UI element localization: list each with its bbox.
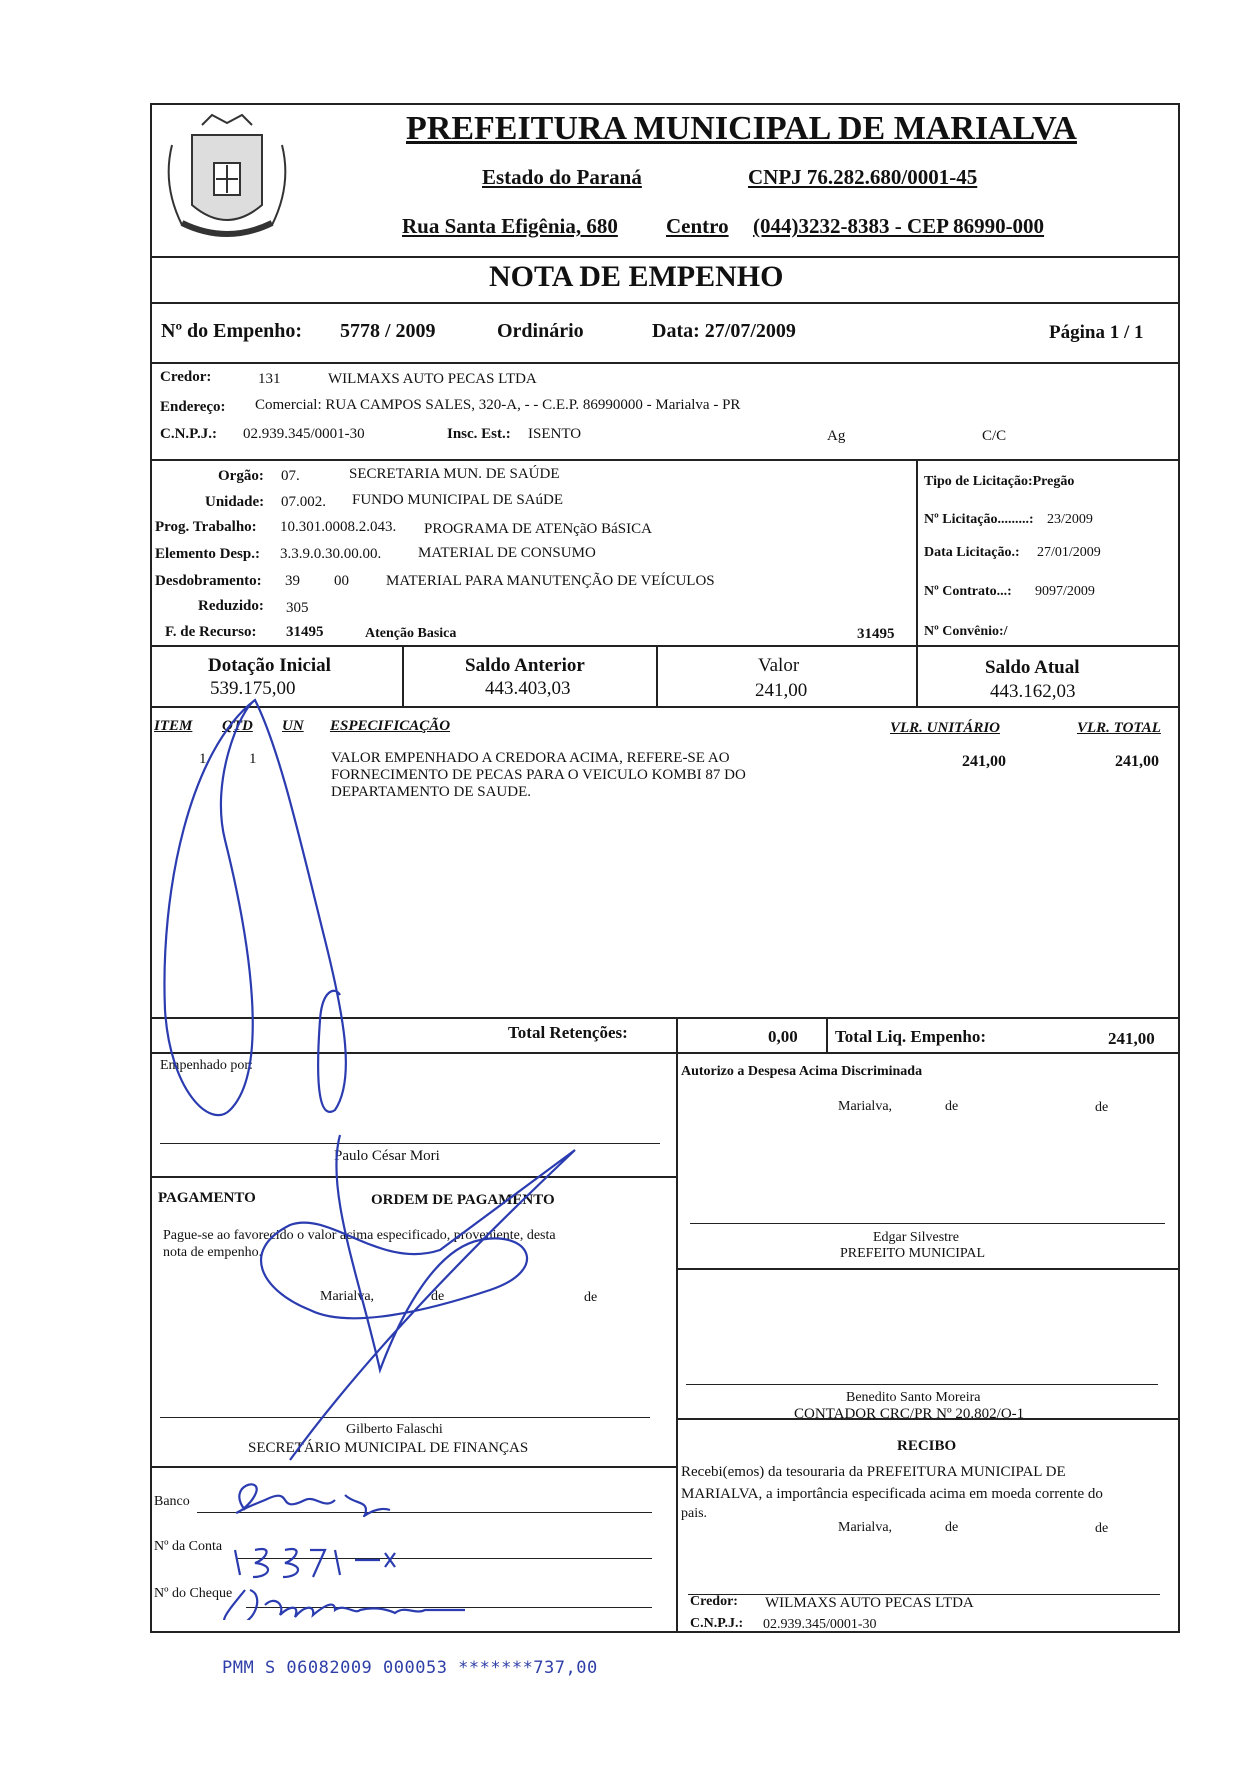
desdobramento-code-2: 00	[334, 573, 349, 589]
convenio: Nº Convênio:/	[924, 624, 1008, 639]
municipality-title: PREFEITURA MUNICIPAL DE MARIALVA	[406, 110, 1077, 147]
orgao-name: SECRETARIA MUN. DE SAÚDE	[349, 466, 560, 482]
saldo-atual: 443.162,03	[990, 681, 1076, 702]
conta-label: Nº da Conta	[154, 1539, 223, 1554]
numero-licitacao: 23/2009	[1047, 512, 1093, 527]
document-title: NOTA DE EMPENHO	[489, 260, 784, 293]
recibo-de-1: de	[945, 1520, 959, 1535]
col-un: UN	[282, 718, 304, 734]
item-unit-value: 241,00	[962, 753, 1006, 770]
insc-est-label: Insc. Est.:	[447, 426, 511, 442]
handwritten-signature	[230, 1130, 590, 1500]
recibo-credor-label: Credor:	[690, 1594, 738, 1609]
insc-est: ISENTO	[528, 426, 582, 442]
empenhado-por-name: Paulo César Mori	[334, 1148, 440, 1164]
orgao-code: 07.	[281, 468, 300, 484]
empenho-date: Data: 27/07/2009	[652, 320, 796, 342]
banco-label: Banco	[154, 1494, 190, 1509]
autorizo-place: Marialva,	[838, 1099, 893, 1114]
valor-label: Valor	[758, 655, 800, 676]
rule	[150, 302, 1180, 304]
autorizo-label: Autorizo a Despesa Acima Discriminada	[681, 1064, 923, 1079]
item-quantity: 1	[249, 751, 257, 767]
total-retencoes: 0,00	[768, 1027, 798, 1046]
recibo-label: RECIBO	[897, 1438, 957, 1454]
pagamento-text: nota de empenho.	[163, 1245, 263, 1260]
recurso-name: Atenção Basica	[365, 626, 457, 641]
rule	[826, 1017, 828, 1052]
pagamento-place: Marialva,	[320, 1289, 375, 1304]
total-retencoes-label: Total Retenções:	[508, 1023, 628, 1042]
rule	[150, 256, 1180, 258]
col-item: ITEM	[154, 718, 193, 734]
empenho-type: Ordinário	[497, 320, 584, 342]
valor: 241,00	[755, 680, 808, 701]
contrato-label: Nº Contrato...:	[924, 584, 1012, 599]
saldo-atual-label: Saldo Atual	[985, 657, 1080, 678]
ordem-pagamento-label: ORDEM DE PAGAMENTO	[371, 1192, 555, 1208]
prefeito-role: PREFEITO MUNICIPAL	[840, 1246, 986, 1261]
programa-code: 10.301.0008.2.043.	[280, 519, 397, 535]
rule	[916, 645, 918, 706]
total-liquido: 241,00	[1108, 1029, 1155, 1048]
pagamento-text: Pague-se ao favorecido o valor acima especificado, proveniente, desta	[163, 1228, 556, 1243]
item-description-line: DEPARTAMENTO DE SAUDE.	[331, 784, 531, 800]
recibo-text: MARIALVA, a importância especificada acima em moeda corrente do	[681, 1486, 1103, 1502]
recibo-text: Recebi(emos) da tesouraria da PREFEITURA MUNICIPAL DE	[681, 1464, 1066, 1480]
col-valor-unitario: VLR. UNITÁRIO	[890, 720, 1001, 736]
programa-label: Prog. Trabalho:	[155, 519, 257, 535]
municipal-coat-of-arms-icon	[152, 105, 302, 255]
page-number: Página 1 / 1	[1049, 322, 1144, 343]
credor-cnpj: 02.939.345/0001-30	[243, 426, 365, 442]
municipality-district: Centro	[666, 214, 729, 238]
contador-name: Benedito Santo Moreira	[846, 1390, 981, 1405]
endereco-label: Endereço:	[160, 399, 226, 415]
rule	[676, 1268, 1180, 1270]
recibo-credor: WILMAXS AUTO PECAS LTDA	[765, 1595, 974, 1611]
recibo-de-2: de	[1095, 1521, 1109, 1536]
handwritten-signature	[150, 690, 410, 1130]
rule	[916, 459, 918, 645]
desdobramento-code: 39	[285, 573, 300, 589]
municipality-phone-cep: (044)3232-8383 - CEP 86990-000	[753, 214, 1045, 238]
data-licitacao-label: Data Licitação.:	[924, 545, 1020, 560]
contador-role: CONTADOR CRC/PR Nº 20.802/O-1	[794, 1406, 1025, 1422]
total-liquido-label: Total Liq. Empenho:	[835, 1027, 986, 1046]
recibo-text: pais.	[681, 1506, 708, 1521]
rule	[150, 645, 1180, 647]
orgao-label: Orgão:	[218, 468, 264, 484]
signature-line	[690, 1223, 1165, 1224]
rule	[150, 459, 1180, 461]
col-qtd: QTD	[222, 718, 253, 734]
elemento-label: Elemento Desp.:	[155, 546, 260, 562]
dotacao-inicial: 539.175,00	[210, 678, 296, 699]
elemento-name: MATERIAL DE CONSUMO	[418, 545, 596, 561]
pagamento-label: PAGAMENTO	[158, 1190, 256, 1206]
cheque-label: Nº do Cheque	[154, 1586, 233, 1601]
secretario-name: Gilberto Falaschi	[346, 1422, 443, 1437]
autorizo-de-2: de	[1095, 1100, 1109, 1115]
contrato: 9097/2009	[1035, 584, 1095, 599]
empenho-number-label: Nº do Empenho:	[161, 320, 303, 342]
programa-name: PROGRAMA DE ATENçãO BáSICA	[424, 521, 652, 537]
rule	[150, 362, 1180, 364]
conta-corrente-label: C/C	[982, 428, 1007, 444]
unidade-name: FUNDO MUNICIPAL DE SAúDE	[352, 492, 563, 508]
reduzido-label: Reduzido:	[198, 598, 264, 614]
reduzido: 305	[286, 600, 309, 616]
credor-cnpj-label: C.N.P.J.:	[160, 426, 217, 442]
state-name: Estado do Paraná	[482, 165, 642, 189]
credor-address: Comercial: RUA CAMPOS SALES, 320-A, - - C.E.P. 86990000 - Marialva - PR	[255, 397, 741, 413]
prefeito-name: Edgar Silvestre	[873, 1230, 959, 1245]
recurso-label: F. de Recurso:	[165, 624, 257, 640]
credor-code: 131	[258, 371, 281, 387]
col-especificacao: ESPECIFICAÇÃO	[330, 718, 451, 734]
mechanical-stamp: PMM S 06082009 000053 *******737,00	[222, 1658, 598, 1678]
municipality-address: Rua Santa Efigênia, 680	[402, 214, 618, 238]
data-licitacao: 27/01/2009	[1037, 545, 1101, 560]
pagamento-de-2: de	[584, 1290, 598, 1305]
autorizo-de-1: de	[945, 1099, 959, 1114]
dotacao-inicial-label: Dotação Inicial	[208, 655, 331, 676]
item-description-line: FORNECIMENTO DE PECAS PARA O VEICULO KOMBI 87 DO	[331, 767, 746, 783]
credor-name: WILMAXS AUTO PECAS LTDA	[328, 371, 537, 387]
unidade-code: 07.002.	[281, 494, 326, 510]
secretario-role: SECRETÁRIO MUNICIPAL DE FINANÇAS	[248, 1440, 529, 1456]
rule	[676, 1017, 678, 1633]
empenhado-por-label: Empenhado por:	[160, 1058, 253, 1073]
agencia-label: Ag	[827, 428, 846, 444]
unidade-label: Unidade:	[205, 494, 265, 510]
recibo-place: Marialva,	[838, 1520, 893, 1535]
item-number: 1	[199, 751, 207, 767]
tipo-licitacao: Tipo de Licitação:Pregão	[924, 474, 1075, 489]
credor-label: Credor:	[160, 369, 212, 385]
handwritten-bank-info	[195, 1465, 495, 1620]
elemento-code: 3.3.9.0.30.00.00.	[280, 546, 382, 562]
saldo-anterior-label: Saldo Anterior	[465, 655, 585, 676]
municipality-cnpj: CNPJ 76.282.680/0001-45	[748, 165, 978, 189]
item-description-line: VALOR EMPENHADO A CREDORA ACIMA, REFERE-SE AO	[331, 750, 730, 766]
desdobramento-name: MATERIAL PARA MANUTENÇÃO DE VEÍCULOS	[386, 573, 715, 589]
signature-line	[686, 1384, 1158, 1385]
recurso-code-2: 31495	[857, 626, 895, 642]
desdobramento-label: Desdobramento:	[155, 573, 262, 589]
numero-licitacao-label: Nº Licitação.........:	[924, 512, 1034, 527]
recibo-cnpj-label: C.N.P.J.:	[690, 1616, 744, 1631]
rule	[656, 645, 658, 706]
saldo-anterior: 443.403,03	[485, 678, 571, 699]
recurso-code: 31495	[286, 624, 324, 640]
pagamento-de-1: de	[431, 1289, 445, 1304]
item-total-value: 241,00	[1115, 753, 1159, 770]
col-valor-total: VLR. TOTAL	[1077, 720, 1161, 736]
recibo-cnpj: 02.939.345/0001-30	[763, 1617, 877, 1632]
empenho-number: 5778 / 2009	[340, 320, 436, 342]
